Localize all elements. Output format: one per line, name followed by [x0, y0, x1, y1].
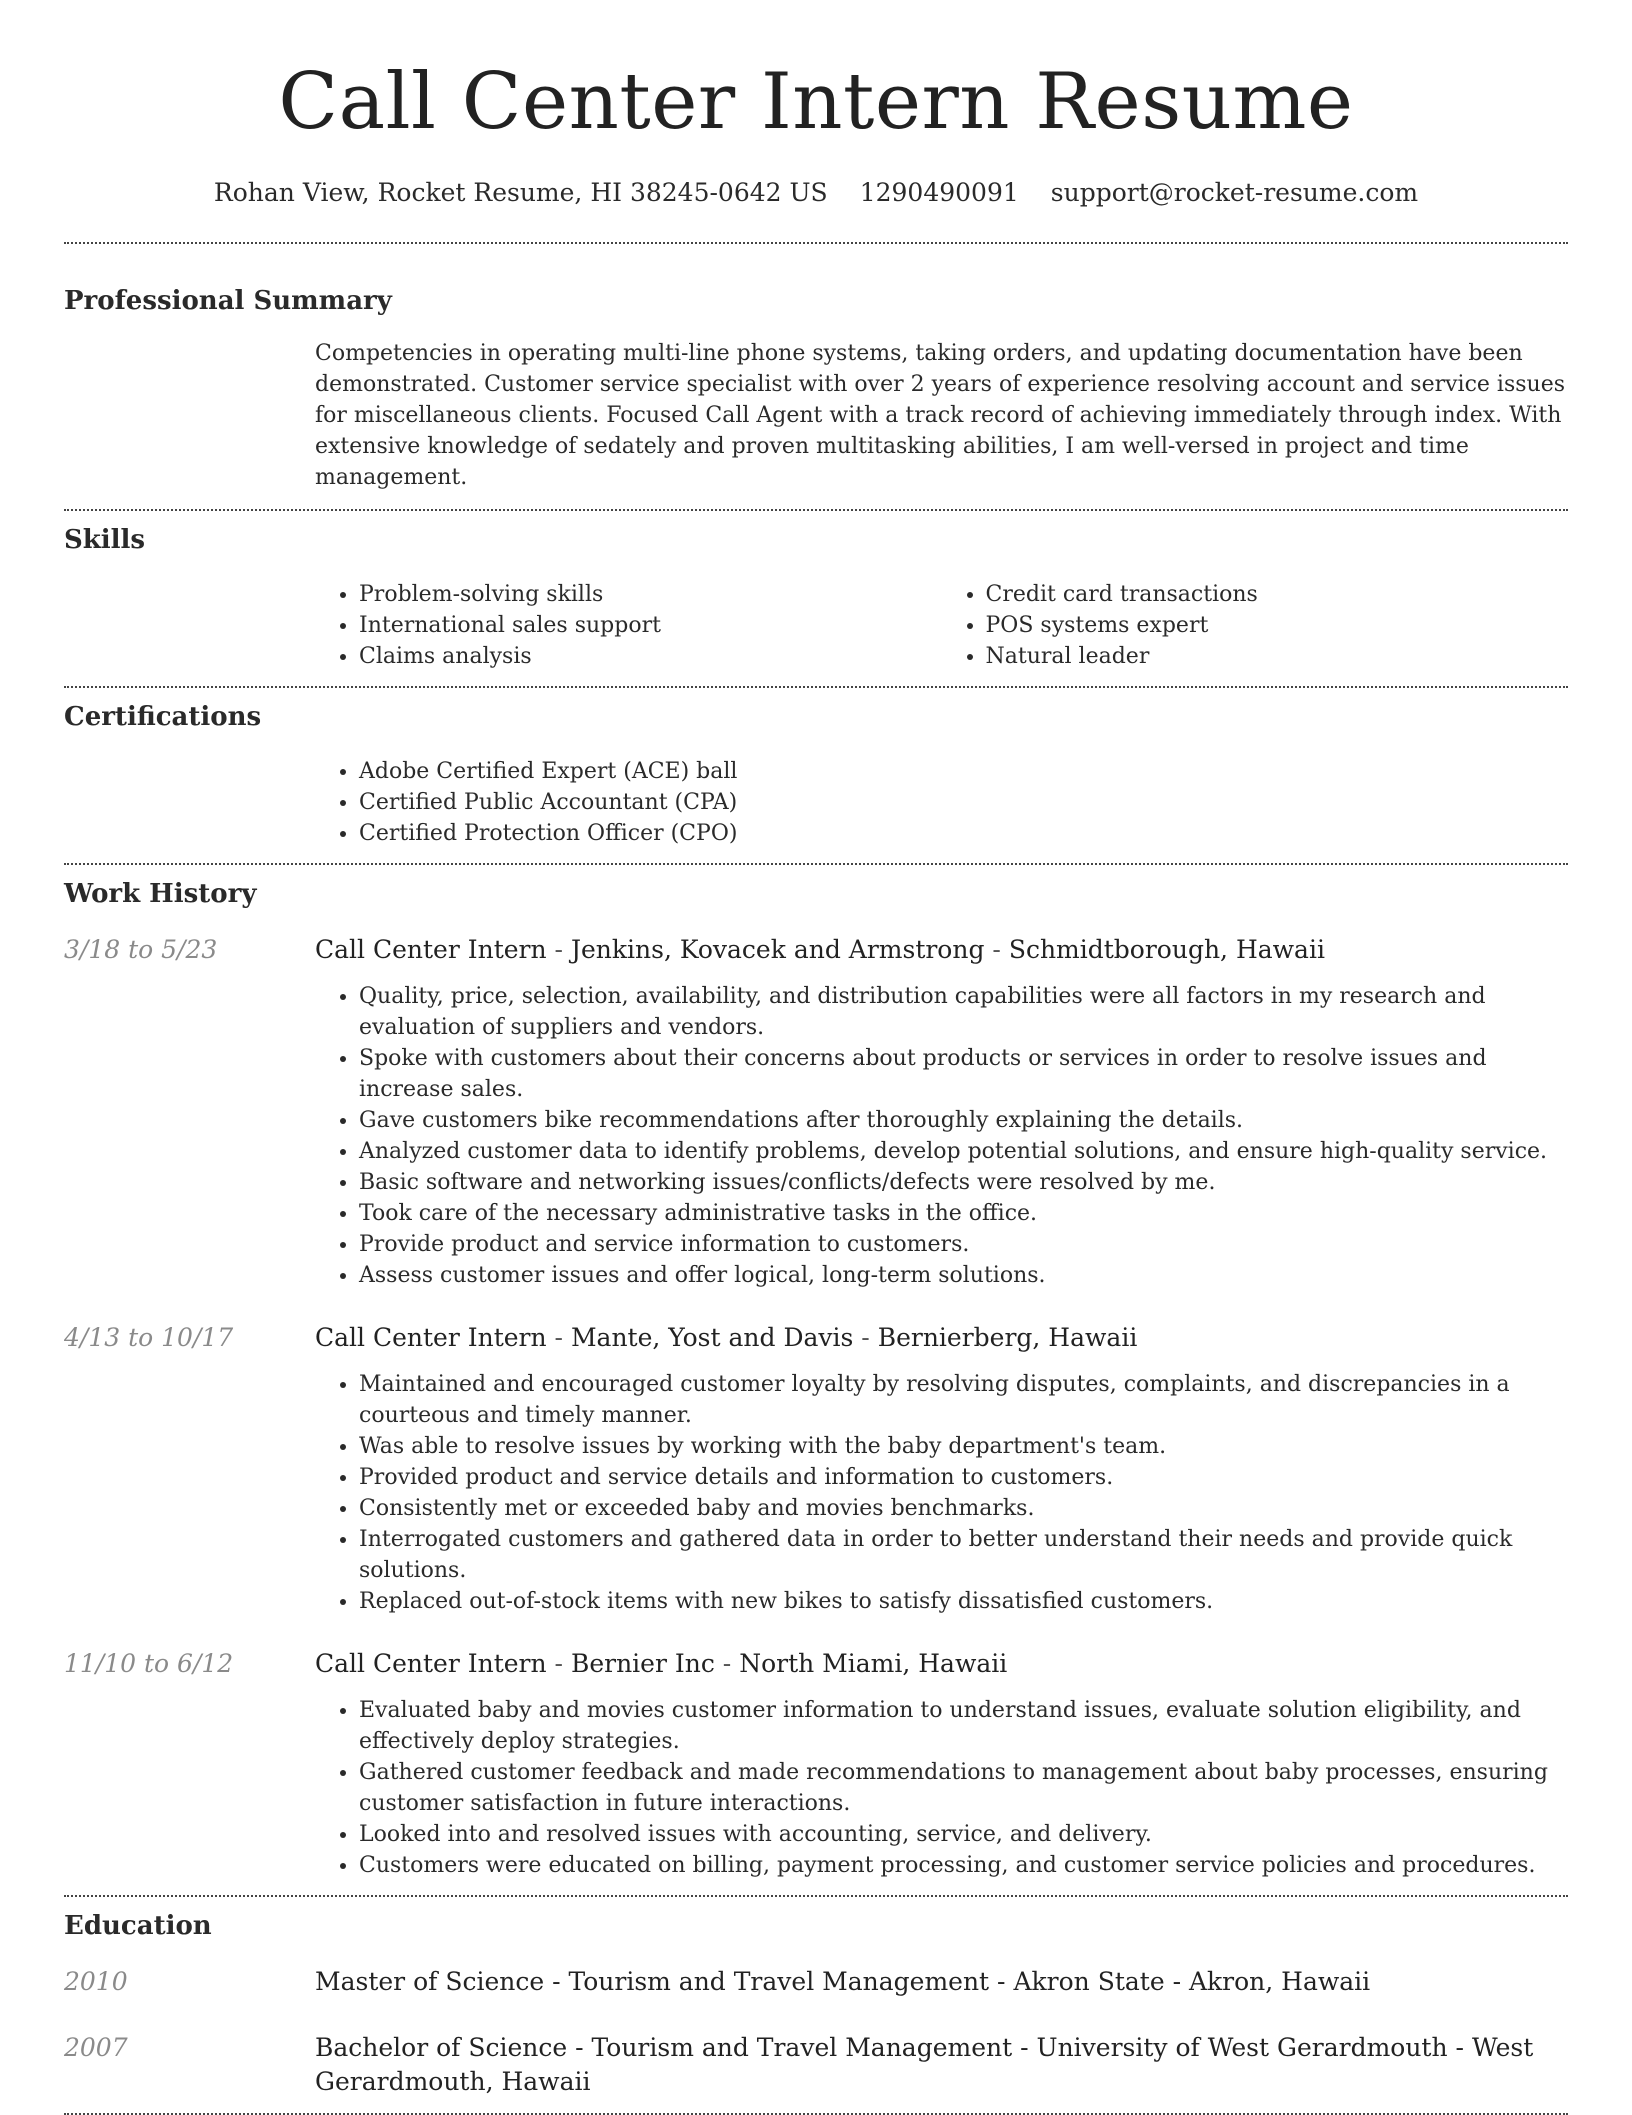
resume-title: Call Center Intern Resume [278, 57, 1354, 147]
section-heading-certifications: Certifications [64, 702, 262, 732]
job-duty: • Spoke with customers about their concerns about products or services in order to resolve issues and increase sales. [359, 1043, 1568, 1105]
certifications-section [64, 688, 1568, 863]
skill-item: • Claims analysis [359, 641, 942, 672]
job-duty: • Provide product and service information to customers. [359, 1229, 1568, 1260]
skills-list-left [315, 579, 942, 672]
separator: - [984, 935, 1009, 964]
job-duty: • Looked into and resolved issues with accounting, service, and delivery. [359, 1819, 1568, 1850]
job-duties-list [315, 981, 1568, 1291]
skills-list-right [942, 579, 1569, 672]
separator: - [1447, 2033, 1472, 2062]
job-body [315, 933, 1568, 1291]
skill-item: • Credit card transactions [986, 579, 1569, 610]
skill-item: • Problem-solving skills [359, 579, 942, 610]
section-heading-summary: Professional Summary [64, 286, 392, 316]
job-duty: • Analyzed customer data to identify problems, develop potential solutions, and ensure high-quality service. [359, 1136, 1568, 1167]
education-school: University of West Gerardmouth [1036, 2033, 1448, 2062]
job-duty: • Gave customers bike recommendations after thoroughly explaining the details. [359, 1105, 1568, 1136]
job-dates: 11/10 to 6/12 [64, 1649, 234, 1678]
skills-grid [315, 579, 1568, 686]
job-duty: • Took care of the necessary administrative tasks in the office. [359, 1198, 1568, 1229]
education-entry [64, 1965, 1568, 1999]
separator: - [546, 935, 571, 964]
summary-section [64, 244, 1568, 509]
skills-section [64, 511, 1568, 686]
job-company: Jenkins, Kovacek and Armstrong [570, 935, 985, 964]
separator: - [546, 1323, 571, 1352]
job-entry [64, 933, 1568, 1291]
education-degree: Bachelor of Science [315, 2033, 568, 2062]
separator: - [567, 2033, 592, 2062]
job-title: Call Center Intern [315, 1323, 547, 1352]
job-location: Schmidtborough, Hawaii [1008, 935, 1325, 964]
education-location: West Gerardmouth, Hawaii [315, 2033, 1534, 2096]
certification-item: • Certified Protection Officer (CPO) [359, 818, 1568, 849]
job-duties-list [315, 1695, 1568, 1881]
section-heading-skills: Skills [64, 525, 146, 555]
separator: - [1012, 2033, 1037, 2062]
work-history-section [64, 865, 1568, 1895]
skill-item: • POS systems expert [986, 610, 1569, 641]
job-entry [64, 1321, 1568, 1617]
education-year: 2010 [64, 1967, 128, 1996]
education-section [64, 1897, 1568, 2113]
job-duty: • Gathered customer feedback and made recommendations to management about baby processes, ensuring customer satisfaction in future interactions. [359, 1757, 1568, 1819]
separator: - [546, 1649, 571, 1678]
job-dates: 3/18 to 5/23 [64, 935, 218, 964]
job-duty: • Assess customer issues and offer logical, long-term solutions. [359, 1260, 1568, 1291]
education-year: 2007 [64, 2033, 128, 2062]
separator: - [989, 1967, 1014, 1996]
education-degree: Master of Science [315, 1967, 545, 1996]
job-duties-list [315, 1369, 1568, 1617]
job-heading [315, 1321, 1568, 1355]
job-heading [315, 1647, 1568, 1681]
contact-email: support@rocket-resume.com [1050, 178, 1419, 207]
job-entry [64, 1647, 1568, 1895]
certification-item: • Certified Public Accountant (CPA) [359, 787, 1568, 818]
section-heading-work-history: Work History [64, 879, 257, 909]
job-title: Call Center Intern [315, 1649, 547, 1678]
job-duty: • Customers were educated on billing, payment processing, and customer service policies and procedures. [359, 1850, 1568, 1881]
job-title: Call Center Intern [315, 935, 547, 964]
certifications-list [315, 756, 1568, 863]
summary-text: Competencies in operating multi-line phone systems, taking orders, and updating documentation have been demonstrated. Customer service specialist with over 2 years of experience resolving account and service issues for miscellaneous clients. Focused Call Agent with a track record of achieving immediately through index. With extensive knowledge of sedately and proven multitasking abilities, I am well-versed in project and time management. [315, 341, 1566, 490]
education-school: Akron State [1013, 1967, 1165, 1996]
separator: - [544, 1967, 569, 1996]
separator: - [714, 1649, 740, 1678]
certification-item: • Adobe Certified Expert (ACE) ball [359, 756, 1568, 787]
separator: - [853, 1323, 878, 1352]
job-company: Bernier Inc [570, 1649, 715, 1678]
job-body [315, 1647, 1568, 1881]
skill-item: • Natural leader [986, 641, 1569, 672]
job-duty: • Provided product and service details and information to customers. [359, 1462, 1568, 1493]
job-company: Mante, Yost and Davis [570, 1323, 854, 1352]
job-location: North Miami, Hawaii [739, 1649, 1008, 1678]
job-duty: • Maintained and encouraged customer loyalty by resolving disputes, complaints, and discrepancies in a courteous and timely manner. [359, 1369, 1568, 1431]
education-field: Tourism and Travel Management [568, 1967, 990, 1996]
education-location: Akron, Hawaii [1188, 1967, 1371, 1996]
job-heading [315, 933, 1568, 967]
separator: - [1164, 1967, 1189, 1996]
education-heading [315, 2031, 1568, 2099]
job-duty: • Evaluated baby and movies customer information to understand issues, evaluate solution eligibility, and effectively deploy strategies. [359, 1695, 1568, 1757]
education-entry [64, 2031, 1568, 2113]
job-duty: • Was able to resolve issues by working with the baby department's team. [359, 1431, 1568, 1462]
job-duty: • Basic software and networking issues/conflicts/defects were resolved by me. [359, 1167, 1568, 1198]
contact-line [64, 176, 1568, 210]
certifications-content [315, 756, 1568, 863]
contact-phone: 1290490091 [859, 178, 1019, 207]
skill-item: • International sales support [359, 610, 942, 641]
job-body [315, 1321, 1568, 1617]
section-heading-education: Education [64, 1911, 212, 1941]
job-duty: • Quality, price, selection, availability, and distribution capabilities were all factors in my research and evaluation of suppliers and vendors. [359, 981, 1568, 1043]
job-duty: • Consistently met or exceeded baby and movies benchmarks. [359, 1493, 1568, 1524]
education-field: Tourism and Travel Management [591, 2033, 1013, 2062]
education-heading [315, 1965, 1568, 1999]
job-dates: 4/13 to 10/17 [64, 1323, 234, 1352]
job-duty: • Replaced out-of-stock items with new bikes to satisfy dissatisfied customers. [359, 1586, 1568, 1617]
job-location: Bernierberg, Hawaii [877, 1323, 1138, 1352]
job-duty: • Interrogated customers and gathered data in order to better understand their needs and provide quick solutions. [359, 1524, 1568, 1586]
contact-address: Rohan View, Rocket Resume, HI 38245-0642 US [213, 178, 828, 207]
